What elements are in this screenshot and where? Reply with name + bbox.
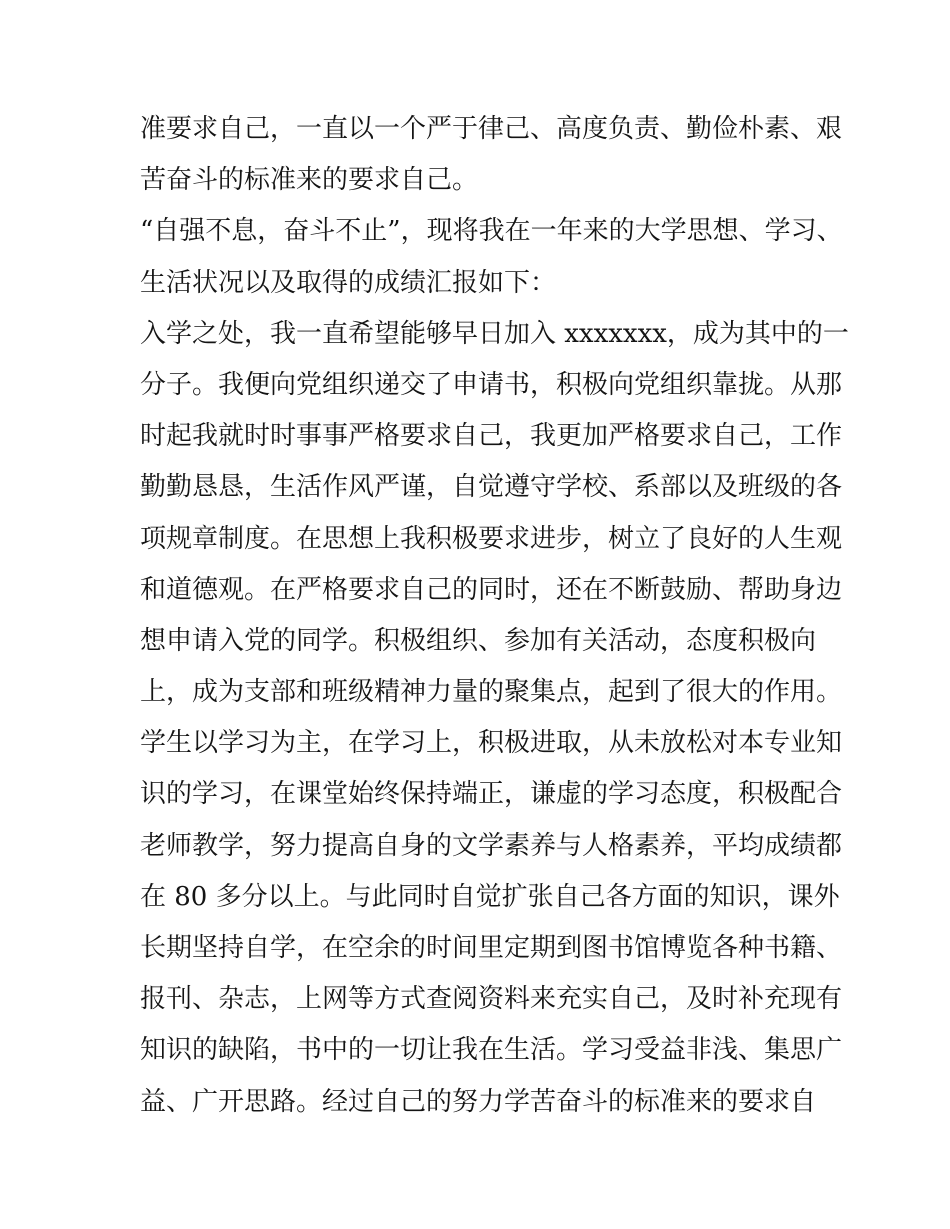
text-line: 和道德观。在严格要求自己的同时，还在不断鼓励、帮助身边: [140, 574, 843, 605]
text-line: 时起我就时时事事严格要求自己，我更加严格要求自己，工作: [140, 421, 843, 452]
text-line: 项规章制度。在思想上我积极要求进步，树立了良好的人生观: [140, 523, 843, 554]
text-line: 识的学习，在课堂始终保持端正，谦虚的学习态度，积极配合: [140, 779, 843, 810]
text-line: 报刊、杂志，上网等方式查阅资料来充实自己，及时补充现有: [140, 984, 843, 1015]
text-line: 勤勤恳恳，生活作风严谨，自觉遵守学校、系部以及班级的各: [140, 472, 843, 503]
text-line: 入学之处，我一直希望能够早日加入 xxxxxxx，成为其中的一: [140, 318, 849, 349]
text-line: 学生以学习为主，在学习上，积极进取，从未放松对本专业知: [140, 728, 843, 759]
body-text: [140, 104, 849, 1128]
text-line: 长期坚持自学，在空余的时间里定期到图书馆博览各种书籍、: [140, 933, 843, 963]
text-line: 益、广开思路。经过自己的努力学苦奋斗的标准来的要求自: [140, 1086, 817, 1117]
text-line: 知识的缺陷，书中的一切让我在生活。学习受益非浅、集思广: [140, 1035, 843, 1066]
text-line: “自强不息，奋斗不止”，现将我在一年来的大学思想、学习、: [140, 216, 843, 247]
text-line: 准要求自己，一直以一个严于律己、高度负责、勤俭朴素、艰: [140, 114, 843, 144]
text-line: 生活状况以及取得的成绩汇报如下：: [140, 267, 557, 298]
text-line: 老师教学，努力提高自身的文学素养与人格素养，平均成绩都: [140, 830, 843, 861]
text-line: 想申请入党的同学。积极组织、参加有关活动，态度积极向: [140, 625, 817, 656]
text-line: 分子。我便向党组织递交了申请书，积极向党组织靠拢。从那: [140, 369, 843, 400]
text-line: 上，成为支部和班级精神力量的聚集点，起到了很大的作用。: [140, 677, 843, 708]
text-line: 苦奋斗的标准来的要求自己。: [140, 165, 479, 196]
text-line: 在 80 多分以上。与此同时自觉扩张自己各方面的知识，课外: [140, 881, 840, 912]
